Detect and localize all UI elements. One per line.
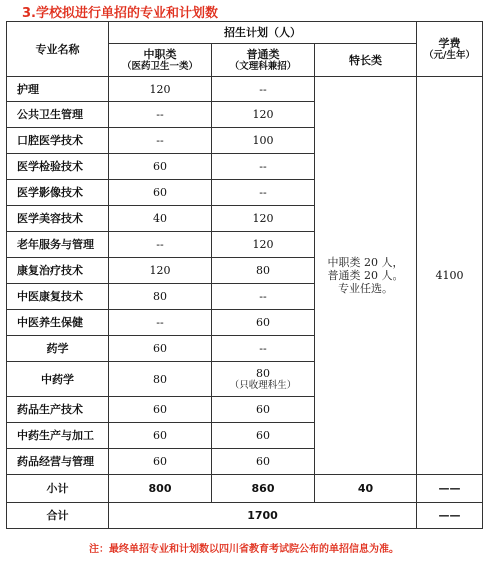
row-pt-value: 60 (212, 423, 315, 449)
total-label: 合计 (7, 503, 109, 529)
row-pt-value: -- (212, 284, 315, 310)
total-value: 1700 (109, 503, 417, 529)
row-pt-value: -- (212, 77, 315, 102)
header-putong-label: 普通类 (246, 47, 280, 61)
special-line-2: 普通类 20 人。 (327, 269, 404, 282)
row-zz-value: 80 (109, 284, 212, 310)
row-zz-value: 60 (109, 397, 212, 423)
row-zz-value: -- (109, 310, 212, 336)
row-major-name: 药学 (7, 336, 109, 362)
row-pt-value: 80 (256, 366, 270, 380)
header-zhongzhi-sub: （医药卫生一类） (121, 60, 198, 72)
header-tuition-unit: （元/生年） (424, 49, 475, 61)
row-major-name: 中医康复技术 (7, 284, 109, 310)
row-major-name: 公共卫生管理 (7, 102, 109, 128)
row-zz-value: -- (109, 128, 212, 154)
row-pt-value: 120 (212, 102, 315, 128)
header-tuition (417, 22, 483, 77)
row-zz-value: 40 (109, 206, 212, 232)
row-pt-value: 60 (212, 449, 315, 475)
row-major-name: 护理 (7, 77, 109, 102)
row-zz-value: -- (109, 102, 212, 128)
row-major-name: 医学检验技术 (7, 154, 109, 180)
page-title: 3.学校拟进行单招的专业和计划数 (22, 6, 218, 21)
row-major-name: 口腔医学技术 (7, 128, 109, 154)
subtotal-pt: 860 (212, 475, 315, 503)
header-techang: 特长类 (315, 44, 417, 77)
row-zz-value: -- (109, 232, 212, 258)
tuition-value: 4100 (417, 77, 483, 475)
row-zz-value: 60 (109, 336, 212, 362)
special-category-cell (315, 77, 417, 475)
row-pt-value: 60 (212, 397, 315, 423)
row-pt-cell (212, 362, 315, 397)
subtotal-row (7, 475, 483, 503)
row-pt-value: 80 (212, 258, 315, 284)
row-major-name: 中药学 (7, 362, 109, 397)
row-pt-note: （只收理科生） (229, 379, 297, 391)
row-zz-value: 80 (109, 362, 212, 397)
row-major-name: 中药生产与加工 (7, 423, 109, 449)
row-pt-value: -- (212, 180, 315, 206)
special-line-3: 专业任选。 (338, 282, 393, 295)
row-pt-value: 120 (212, 232, 315, 258)
row-major-name: 药品经营与管理 (7, 449, 109, 475)
subtotal-label: 小计 (7, 475, 109, 503)
footnote: 注：最终单招专业和计划数以四川省教育考试院公布的单招信息为准。 (89, 544, 399, 555)
row-zz-value: 60 (109, 449, 212, 475)
row-zz-value: 60 (109, 180, 212, 206)
enrollment-table (6, 21, 483, 529)
special-line-1: 中职类 20 人， (327, 256, 404, 269)
header-tuition-label: 学费 (438, 36, 461, 50)
row-zz-value: 120 (109, 77, 212, 102)
row-major-name: 康复治疗技术 (7, 258, 109, 284)
row-zz-value: 120 (109, 258, 212, 284)
row-pt-value: 100 (212, 128, 315, 154)
header-putong (212, 44, 315, 77)
row-major-name: 医学影像技术 (7, 180, 109, 206)
row-major-name: 中医养生保健 (7, 310, 109, 336)
subtotal-tc: 40 (315, 475, 417, 503)
row-pt-value: -- (212, 336, 315, 362)
header-major-name: 专业名称 (7, 22, 109, 77)
table-row (7, 77, 483, 102)
row-zz-value: 60 (109, 423, 212, 449)
subtotal-fee: —— (417, 475, 483, 503)
row-pt-value: 120 (212, 206, 315, 232)
header-putong-sub: （文理科兼招） (229, 60, 297, 72)
total-fee: —— (417, 503, 483, 529)
header-plan: 招生计划（人） (109, 22, 417, 44)
row-pt-value: -- (212, 154, 315, 180)
row-zz-value: 60 (109, 154, 212, 180)
row-major-name: 医学美容技术 (7, 206, 109, 232)
row-major-name: 老年服务与管理 (7, 232, 109, 258)
header-zhongzhi (109, 44, 212, 77)
header-zhongzhi-label: 中职类 (143, 47, 177, 61)
subtotal-zz: 800 (109, 475, 212, 503)
row-pt-value: 60 (212, 310, 315, 336)
total-row (7, 503, 483, 529)
row-major-name: 药品生产技术 (7, 397, 109, 423)
